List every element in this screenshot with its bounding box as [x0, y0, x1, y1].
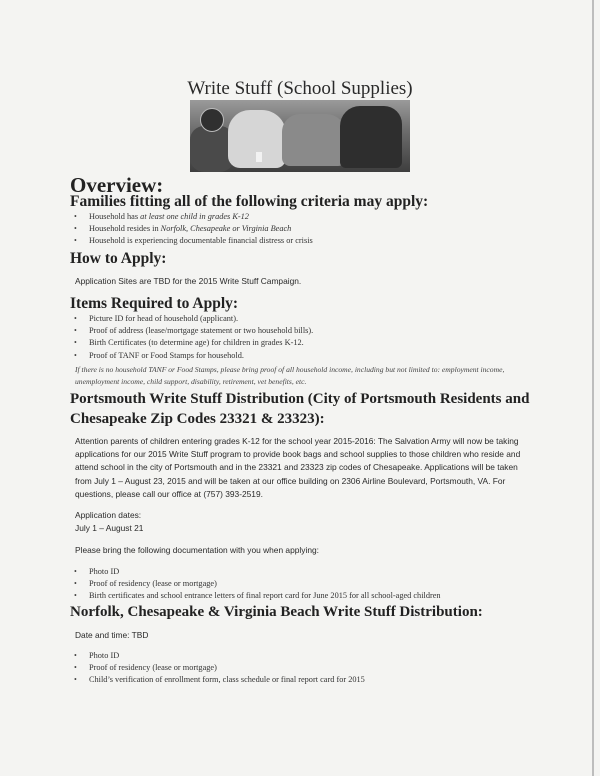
list-item: • Proof of residency (lease or mortgage) [74, 578, 441, 590]
how-to-apply-heading: How to Apply: [70, 250, 167, 267]
norfolk-date-time: Date and time: TBD [75, 630, 149, 640]
list-item: • Child’s verification of enrollment form, class schedule or final report card for 2015 [74, 674, 365, 686]
items-required-heading: Items Required to Apply: [70, 295, 239, 312]
criteria-list [74, 211, 313, 248]
list-item: • Photo ID [74, 566, 441, 578]
overview-heading: Overview: [70, 173, 164, 197]
income-note: If there is no household TANF or Food Stamps, please bring proof of all household income, including but not limited to: employment income, unemployment income, child support, disability, retirement, vet benefits, etc. [75, 365, 505, 386]
page-title: Write Stuff (School Supplies) [187, 78, 413, 99]
list-item: • Proof of address (lease/mortgage statement or two household bills). [74, 325, 313, 337]
list-item: • Proof of TANF or Food Stamps for household. [74, 350, 313, 362]
portsmouth-heading: Portsmouth Write Stuff Distribution (City of Portsmouth Residents and Chesapeake Zip Codes 23321 & 23323): [70, 391, 530, 427]
list-item: • Proof of residency (lease or mortgage) [74, 662, 365, 674]
application-dates-value: July 1 – August 21 [75, 523, 144, 533]
norfolk-heading: Norfolk, Chesapeake & Virginia Beach Write Stuff Distribution: [70, 604, 483, 620]
criteria-subheading: Families fitting all of the following criteria may apply: [70, 193, 429, 210]
list-item: • Picture ID for head of household (applicant). [74, 313, 313, 325]
items-required-list [74, 313, 313, 362]
bring-documentation-text: Please bring the following documentation with you when applying: [75, 545, 319, 555]
list-item: • Birth Certificates (to determine age) for children in grades K-12. [74, 337, 313, 349]
list-item: • Household has at least one child in grades K-12 [74, 211, 313, 223]
portsmouth-docs-list [74, 566, 441, 603]
portsmouth-paragraph: Attention parents of children entering grades K-12 for the school year 2015-2016: The Salvation Army will now be taking applications for our 2015 Write Stuff program to provide book bags and school supplies to those children who reside and attend school in the city of Portsmouth and in the 23321 and 23323 zip codes of Chesapeake. Applications will be taken from July 1 – August 23, 2015 and will be taken at our office building on 2306 Airline Boulevard, Portsmouth, VA. For questions, please call our office at (757) 393-2519. [75, 436, 521, 499]
list-item: • Household resides in Norfolk, Chesapeake or Virginia Beach [74, 223, 313, 235]
list-item: • Photo ID [74, 650, 365, 662]
scan-edge [592, 0, 594, 776]
school-supplies-photo [190, 100, 410, 172]
list-item: • Household is experiencing documentable financial distress or crisis [74, 235, 313, 247]
application-dates-label: Application dates: [75, 510, 142, 520]
norfolk-docs-list [74, 650, 365, 687]
list-item: • Birth certificates and school entrance letters of final report card for June 2015 for all school-aged children [74, 590, 441, 602]
how-to-apply-text: Application Sites are TBD for the 2015 Write Stuff Campaign. [75, 276, 302, 286]
salvation-army-shield-icon [200, 108, 224, 132]
